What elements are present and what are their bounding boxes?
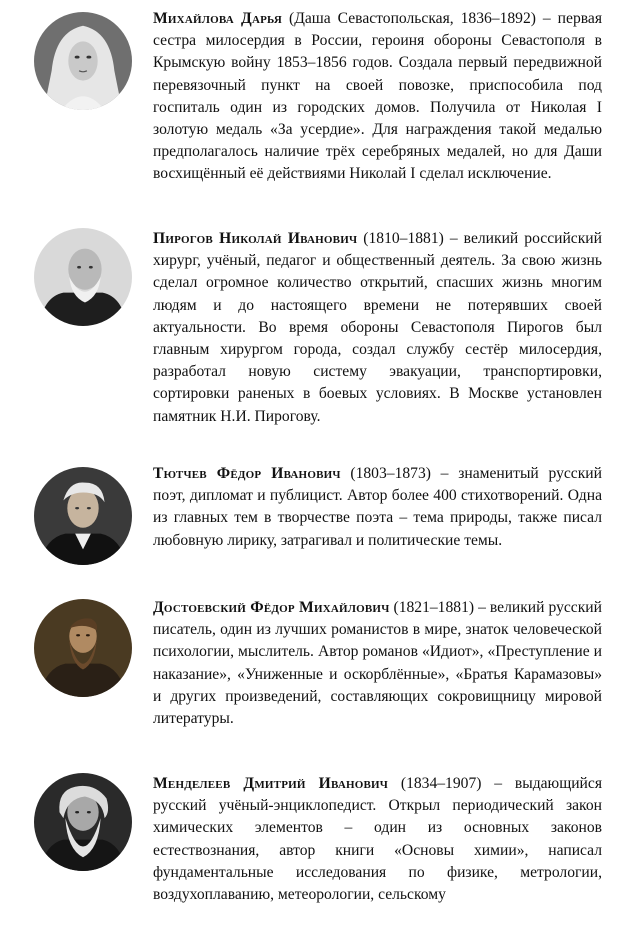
person-name: Достоевский Фёдор Михайлович <box>153 599 390 616</box>
portrait-tyutchev <box>34 467 132 565</box>
person-name: Менделеев Дмитрий Иванович <box>153 775 389 792</box>
person-name: Михайлова Дарья <box>153 10 283 27</box>
entry-description: (1821–1881) – великий русский писатель, один из лучших романистов в мире, знаток человеческой психологии, мыслитель. Автор романов «Идиот», «Преступление и наказание», «Униженные и оскорблённые», «Братья Карамазовы» и других произведений, составляющих сокровищницу мировой литературы. <box>153 599 602 728</box>
entry-text <box>153 463 602 552</box>
portrait-dostoevsky <box>34 599 132 697</box>
entry-description: (1834–1907) – выдающийся русский учёный-энциклопедист. Открыл периодический закон химических элементов – один из основных законов естествознания, автор книги «Основы химии», написал фундаментальные исследования по физике, метрологии, воздухоплаванию, метеорологии, сельскому <box>153 775 602 904</box>
entry-text <box>153 773 602 906</box>
person-name: Тютчев Фёдор Иванович <box>153 465 341 482</box>
entry-text <box>153 228 602 428</box>
portrait-pirogov <box>34 228 132 326</box>
portrait-mikhailova <box>34 12 132 110</box>
entry-description: (1810–1881) – великий российский хирург, учёный, педагог и общественный деятель. За свою жизнь сделал огромное количество открытий, спасших жизнь многим людям и до настоящего времени не потерявших своей актуальности. Во время обороны Севастополя Пирогов был главным хирургом города, создал службу сестёр милосердия, разработал новую систему эвакуации, транспортировки, сортировки раненых в боевых условиях. В Москве установлен памятник Н.И. Пирогову. <box>153 230 602 425</box>
entry-text <box>153 8 602 186</box>
entry-description: (1803–1873) – знаменитый русский поэт, дипломат и публицист. Автор более 400 стихотворений. Одна из главных тем в творчестве поэта – тема природы, также писал любовную лирику, затрагивал и политические темы. <box>153 465 602 549</box>
portrait-mendeleev <box>34 773 132 871</box>
entry-description: (Даша Севастопольская, 1836–1892) – первая сестра милосердия в России, героиня обороны Севастополя в Крымскую войну 1853–1856 годов. Создала первый передвижной перевязочный пункт на своей повозке, приспособила под госпиталь один из городских домов. Получила от Николая I золотую медаль «За усердие». Для награждения такой медалью предполагалось наличие трёх серебряных медалей, но для Даши восхищённый её действиями Николай I сделал исключение. <box>153 10 602 183</box>
entry-text <box>153 597 602 730</box>
person-name: Пирогов Николай Иванович <box>153 230 358 247</box>
